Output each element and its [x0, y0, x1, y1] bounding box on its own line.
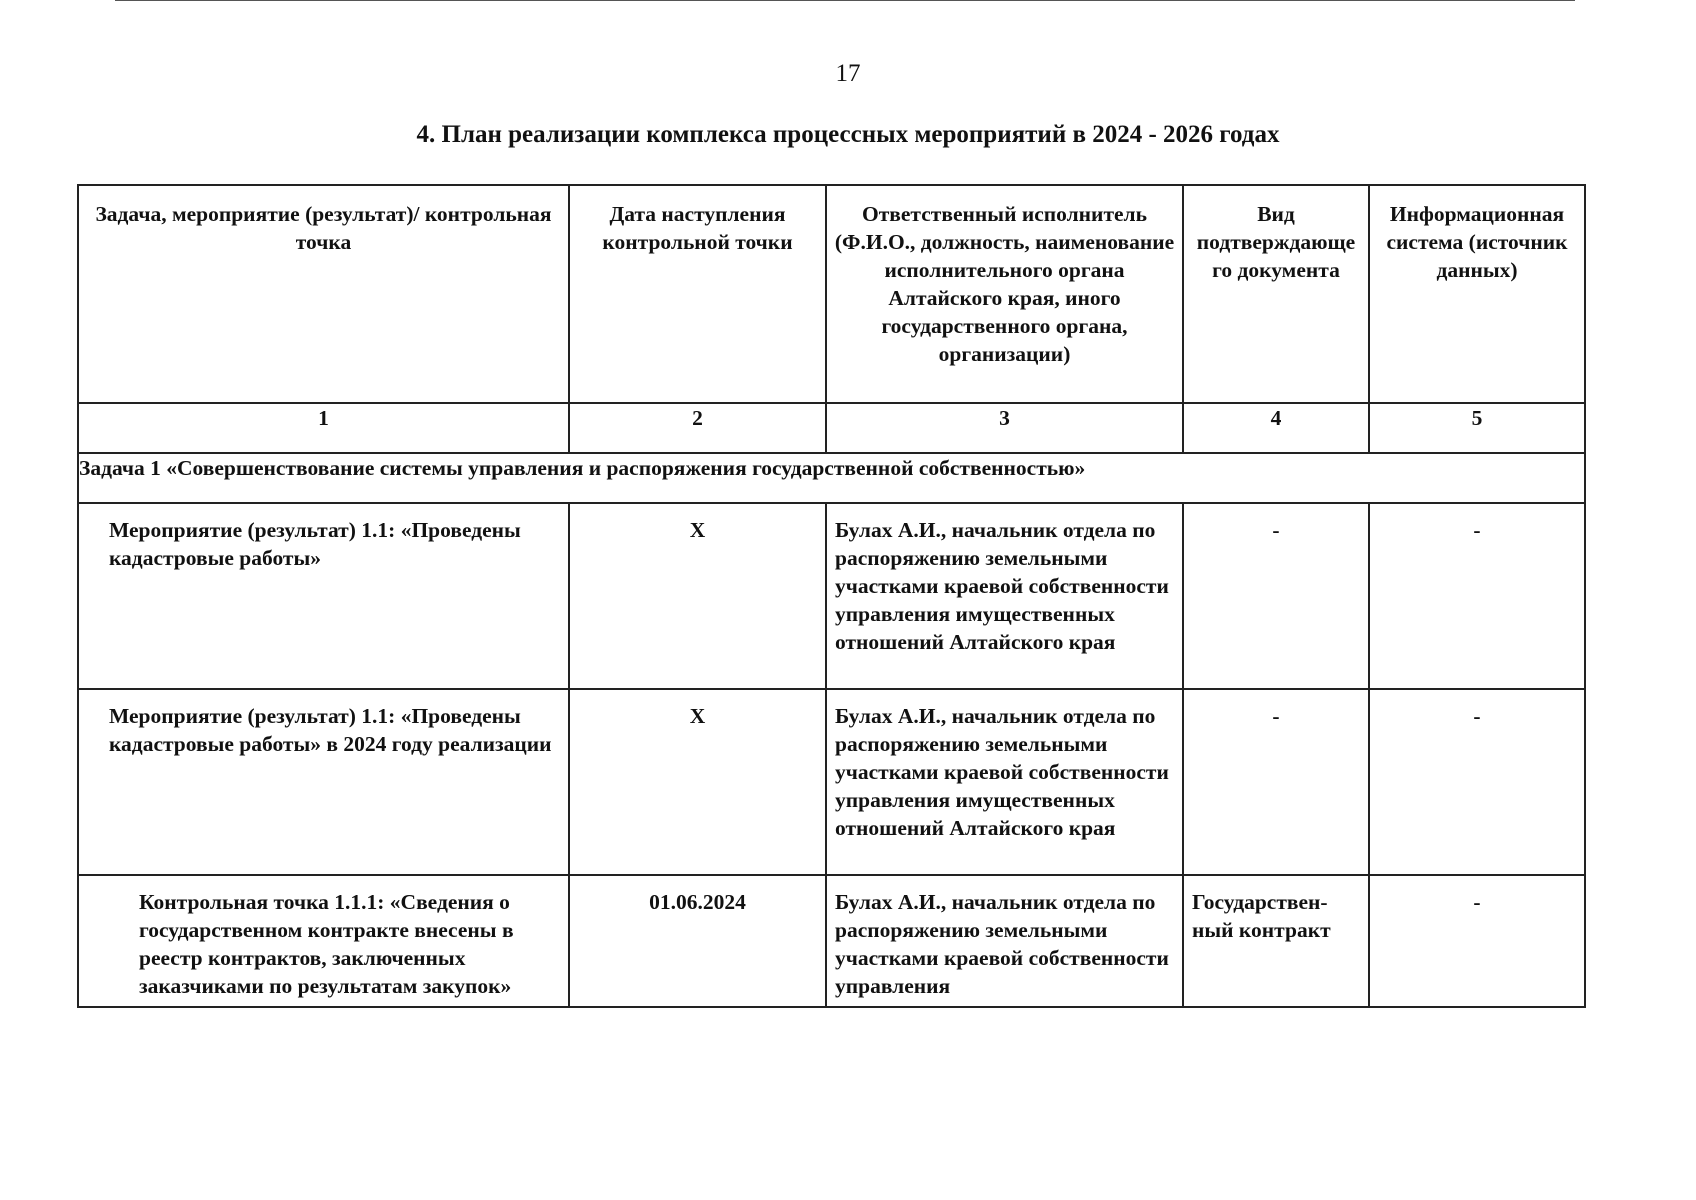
row-responsible: Булах А.И., начальник отдела по распоряжению земельными участками краевой собственности управления имущественных отношений Алтайского края [835, 518, 1169, 654]
table-row [78, 875, 1585, 1007]
row-responsible: Булах А.И., начальник отдела по распоряжению земельными участками краевой собственности управления имущественных отношений Алтайского края [835, 704, 1169, 840]
header-responsible-label: Ответственный исполнитель (Ф.И.О., должность, наименование исполнительного органа Алтайского края, иного государственного органа, организации) [834, 202, 1175, 366]
row-system-cell [1369, 689, 1585, 875]
row-document-cell [1183, 875, 1369, 1007]
header-cell-responsible [826, 185, 1183, 403]
column-number: 2 [569, 403, 826, 453]
row-responsible: Булах А.И., начальник отдела по распоряжению земельными участками краевой собственности управления [835, 890, 1169, 998]
header-row [78, 185, 1585, 403]
table-row [78, 503, 1585, 689]
row-date: X [689, 518, 706, 542]
header-cell-document [1183, 185, 1369, 403]
column-number: 4 [1183, 403, 1369, 453]
row-document: - [1272, 704, 1280, 728]
row-system: - [1473, 518, 1481, 542]
header-task-label: Задача, мероприятие (результат)/ контрольная точка [95, 202, 552, 254]
row-date-cell [569, 875, 826, 1007]
row-document: - [1272, 518, 1280, 542]
page-title: 4. План реализации комплекса процессных мероприятий в 2024 - 2026 годах [416, 121, 1280, 148]
row-system: - [1473, 890, 1481, 914]
row-document-cell [1183, 503, 1369, 689]
row-name: Мероприятие (результат) 1.1: «Проведены кадастровые работы» [109, 518, 521, 570]
row-document-cell [1183, 689, 1369, 875]
row-date-cell [569, 503, 826, 689]
page-number: 17 [835, 60, 861, 87]
top-rule [115, 0, 1575, 1]
row-system: - [1473, 704, 1481, 728]
row-name: Контрольная точка 1.1.1: «Сведения о государственном контракте внесены в реестр контрактов, заключенных заказчиками по результатам закупок» [139, 890, 514, 998]
header-cell-system [1369, 185, 1585, 403]
task-row [78, 453, 1585, 503]
column-number-row [78, 403, 1585, 453]
column-number: 1 [78, 403, 569, 453]
header-cell-date [569, 185, 826, 403]
row-name: Мероприятие (результат) 1.1: «Проведены кадастровые работы» в 2024 году реализации [109, 704, 552, 756]
table-row [78, 689, 1585, 875]
header-cell-task [78, 185, 569, 403]
row-responsible-cell [826, 689, 1183, 875]
row-date: 01.06.2024 [649, 890, 746, 914]
row-responsible-cell [826, 503, 1183, 689]
task-title: Задача 1 «Совершенствование системы управления и распоряжения государственной собственностью» [78, 453, 1585, 503]
row-system-cell [1369, 875, 1585, 1007]
row-name-cell [78, 503, 569, 689]
row-name-cell [78, 689, 569, 875]
row-date: X [689, 704, 706, 728]
header-document-label: Вид подтверждающе го документа [1196, 202, 1356, 282]
row-responsible-cell [826, 875, 1183, 1007]
row-document: Государствен-ный контракт [1192, 890, 1331, 942]
header-date-label: Дата наступления контрольной точки [602, 202, 793, 254]
row-system-cell [1369, 503, 1585, 689]
column-number: 5 [1369, 403, 1585, 453]
row-name-cell [78, 875, 569, 1007]
row-date-cell [569, 689, 826, 875]
header-system-label: Информационная система (источник данных) [1386, 202, 1568, 282]
column-number: 3 [826, 403, 1183, 453]
plan-table [77, 184, 1586, 1008]
